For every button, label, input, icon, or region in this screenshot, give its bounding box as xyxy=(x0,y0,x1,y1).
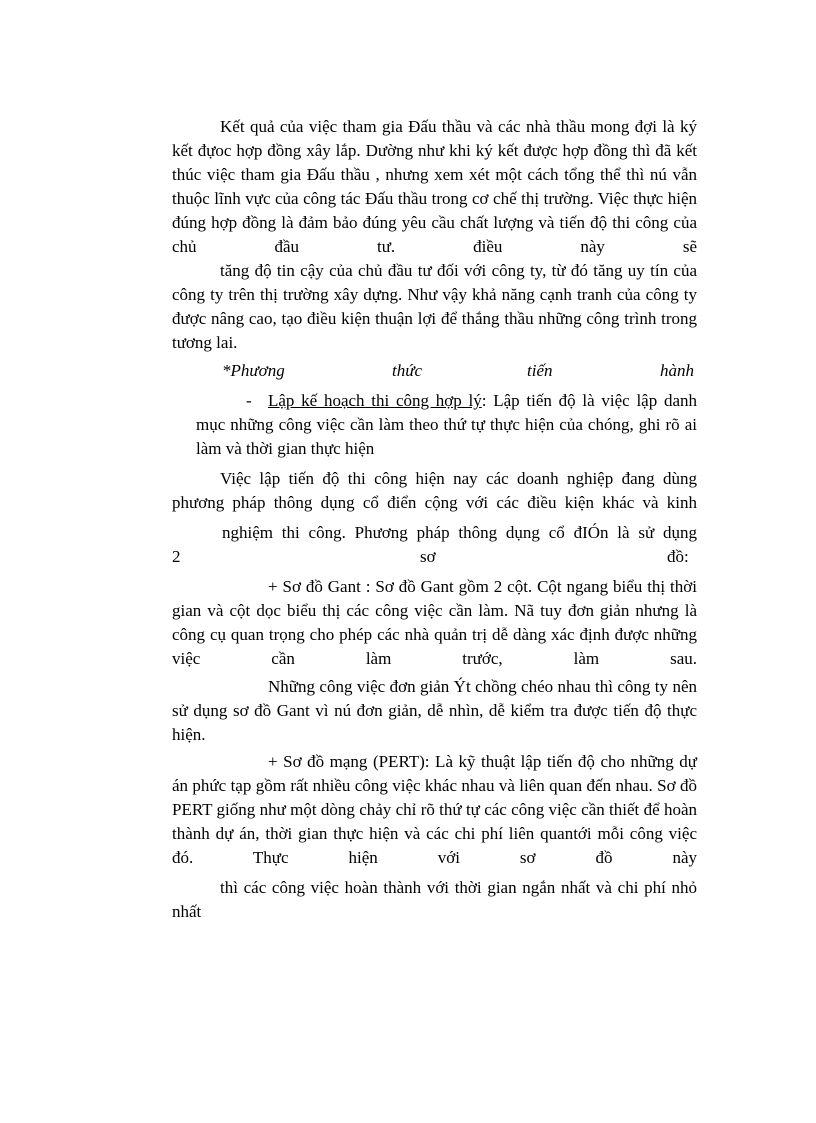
paragraph-pert: + Sơ đồ mạng (PERT): Là kỹ thuật lập tiến độ cho những dự án phức tạp gồm rất nhiều công việc khác nhau và liên quan đến nhau. Sơ đồ PERT giống như một dòng chảy chỉ rõ thứ tự các công việc cần thiết để hoàn thành dự án, thời gian thực hiện và các chi phí liên quantới mỗi công việc đó. Thực hiện với sơ đồ này xyxy=(172,752,697,867)
paragraph-gant-usage: Những công việc đơn giản Ýt chồng chéo nhau thì công ty nên sử dụng sơ đồ Gant vì nú đơn giản, dễ nhìn, dễ kiểm tra được tiến độ thực hiện. xyxy=(172,677,697,744)
paragraph-contract-result: Kết quả của việc tham gia Đấu thầu và các nhà thầu mong đợi là ký kết đựoc hợp đồng xây lắp. Dường như khi ký kết được hợp đồng thì đã kết thúc việc tham gia Đấu thầu , nhưng xem xét một cách tổng thể thì nú vẫn thuộc lĩnh vực của công tác Đấu thầu trong cơ chế thị trường. Việc thực hiện đúng hợp đồng là đảm bảo đúng yêu cầu chất lượng và tiến độ thi công của chủ đầu tư. điều này sẽ xyxy=(172,117,697,256)
paragraph-schedule: Việc lập tiến độ thi công hiện nay các doanh nghiệp đang dùng phương pháp thông dụng cổ điển cộng với các điều kiện khác và kinh xyxy=(172,469,697,512)
method-common-word-1: 2 xyxy=(172,547,181,566)
bullet-term: Lập kế hoạch thi công hợp lý xyxy=(268,391,482,410)
paragraph-trust: tăng độ tin cậy của chủ đầu tư đối với công ty, từ đó tăng uy tín của công ty trên thị trường xây dựng. Như vậy khả năng cạnh tranh của công ty được nâng cao, tạo điều kiện thuận lợi để thắng thầu những công trình trong tương lai. xyxy=(172,261,697,352)
paragraph-gant: + Sơ đồ Gant : Sơ đồ Gant gồm 2 cột. Cột ngang biểu thị thời gian và cột dọc biểu thị các công việc cần làm. Nã tuy đơn giản nhưng là công cụ quan trọng cho phép các nhà quản trị dễ dàng xác định được những việc cần làm trước, làm sau. xyxy=(172,577,697,668)
bullet-text xyxy=(196,389,697,461)
heading-word-2: thức xyxy=(392,361,423,380)
bullet-rest: : Lập tiến độ là việc lập danh mục những công việc cần làm theo thứ tự thực hiện của chóng, ghi rõ ai làm và thời gian thực hiện xyxy=(196,391,697,458)
method-common-line1: nghiệm thi công. Phương pháp thông dụng cổ đIÓn là sử dụng xyxy=(222,523,697,542)
bullet-dash: - xyxy=(246,391,252,410)
method-common-word-3: đồ: xyxy=(667,547,689,566)
heading-word-4: hành xyxy=(660,361,694,380)
heading-word-1: *Phương xyxy=(222,361,285,380)
heading-word-3: tiến xyxy=(527,361,553,380)
method-common-word-2: sơ xyxy=(420,547,436,566)
paragraph-pert-end: thì các công việc hoàn thành với thời gian ngắn nhất và chi phí nhỏ nhất xyxy=(172,878,697,921)
